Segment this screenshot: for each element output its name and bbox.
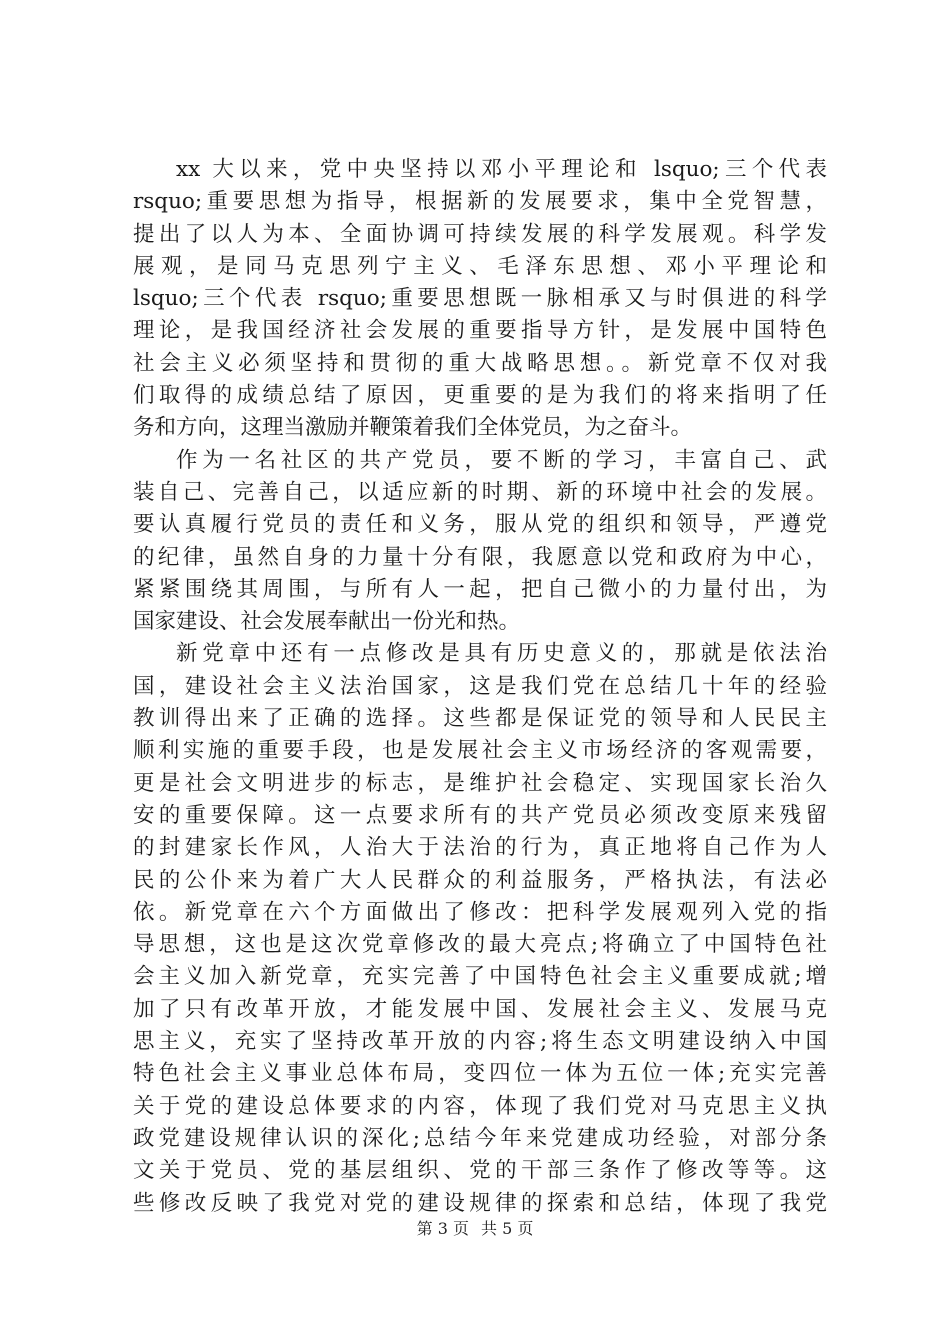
- text-line: 们取得的成绩总结了原因，更重要的是为我们的将来指明了任: [133, 383, 827, 409]
- text-line: 思主义，充实了坚持改革开放的内容;将生态文明建设纳入中国: [133, 1029, 827, 1055]
- text-line: 的纪律，虽然自身的力量十分有限，我愿意以党和政府为中心，: [133, 544, 827, 570]
- text-line: 导思想，这也是这次党章修改的最大亮点;将确立了中国特色社: [133, 932, 827, 958]
- page-number: 第 3 页: [416, 1219, 469, 1238]
- text-line: 提出了以人为本、全面协调可持续发展的科学发展观。科学发: [133, 221, 827, 247]
- text-line: 顺利实施的重要手段，也是发展社会主义市场经济的客观需要，: [133, 738, 827, 764]
- text-line: lsquo;三个代表 rsquo;重要思想既一脉相承又与时俱进的科学: [133, 286, 827, 312]
- text-line: 的封建家长作风，人治大于法治的行为，真正地将自己作为人: [133, 835, 827, 861]
- text-line: 文关于党员、党的基层组织、党的干部三条作了修改等等。这: [133, 1158, 827, 1184]
- text-line: 装自己、完善自己，以适应新的时期、新的环境中社会的发展。: [133, 479, 827, 505]
- text-line: 理论，是我国经济社会发展的重要指导方针，是发展中国特色: [133, 318, 827, 344]
- text-line: 要认真履行党员的责任和义务，服从党的组织和领导，严遵党: [133, 512, 827, 538]
- text-line: 务和方向，这理当激励并鞭策着我们全体党员，为之奋斗。: [133, 415, 693, 441]
- text-line: 社会主义必须坚持和贯彻的重大战略思想。。新党章不仅对我: [133, 350, 827, 376]
- document-body: [133, 154, 827, 1220]
- text-line: 新党章中还有一点修改是具有历史意义的，那就是依法治: [176, 641, 827, 667]
- text-line: 安的重要保障。这一点要求所有的共产党员必须改变原来残留: [133, 802, 827, 828]
- page-footer: [0, 1216, 950, 1239]
- text-line: 依。新党章在六个方面做出了修改：把科学发展观列入党的指: [133, 899, 827, 925]
- page-total: 共 5 页: [481, 1219, 534, 1238]
- text-line: 国家建设、社会发展奉献出一份光和热。: [133, 609, 521, 635]
- text-line: 展观，是同马克思列宁主义、毛泽东思想、邓小平理论和: [133, 253, 827, 279]
- text-line: rsquo;重要思想为指导，根据新的发展要求，集中全党智慧，: [133, 189, 827, 215]
- text-line: 作为一名社区的共产党员，要不断的学习，丰富自己、武: [176, 447, 827, 473]
- text-line: 紧紧围绕其周围，与所有人一起，把自己微小的力量付出，为: [133, 576, 827, 602]
- text-line: 特色社会主义事业总体布局，变四位一体为五位一体;充实完善: [133, 1061, 827, 1087]
- text-line: 国，建设社会主义法治国家，这是我们党在总结几十年的经验: [133, 673, 827, 699]
- text-line: 关于党的建设总体要求的内容，体现了我们党对马克思主义执: [133, 1093, 827, 1119]
- text-line: 教训得出来了正确的选择。这些都是保证党的领导和人民民主: [133, 706, 827, 732]
- text-line: 更是社会文明进步的标志，是维护社会稳定、实现国家长治久: [133, 770, 827, 796]
- text-line: 些修改反映了我党对党的建设规律的探索和总结，体现了我党: [133, 1190, 827, 1216]
- text-line: xx 大以来，党中央坚持以邓小平理论和 lsquo;三个代表: [176, 157, 827, 182]
- text-line: 会主义加入新党章，充实完善了中国特色社会主义重要成就;增: [133, 964, 827, 990]
- text-line: 政党建设规律认识的深化;总结今年来党建成功经验，对部分条: [133, 1125, 827, 1151]
- text-line: 民的公仆来为着广大人民群众的利益服务，严格执法，有法必: [133, 867, 827, 893]
- text-line: 加了只有改革开放，才能发展中国、发展社会主义、发展马克: [133, 996, 827, 1022]
